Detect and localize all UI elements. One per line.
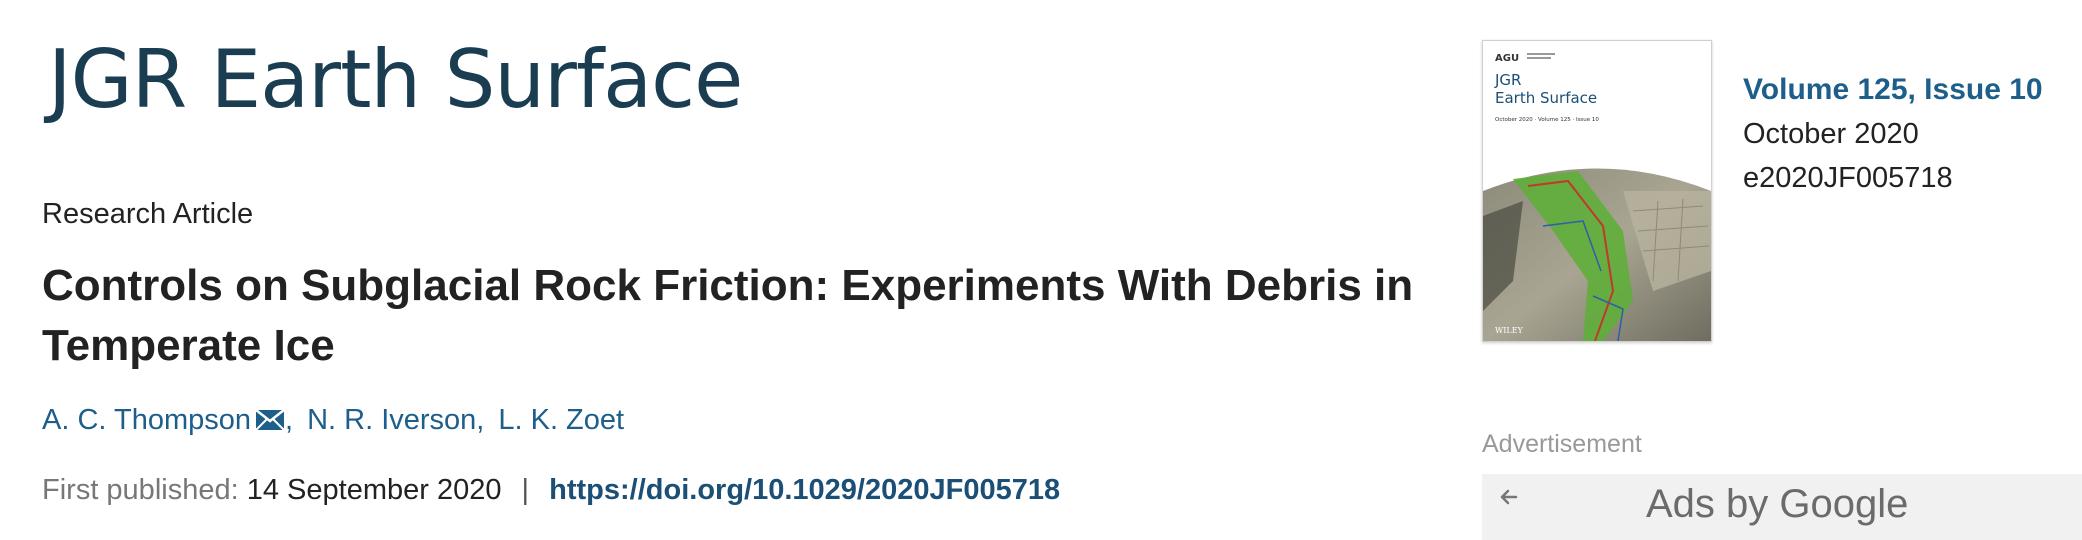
doi-link[interactable]: https://doi.org/10.1029/2020JF005718	[549, 474, 1061, 506]
issue-volume-link[interactable]: Volume 125, Issue 10	[1743, 73, 2043, 106]
journal-logo[interactable]: JGR Earth Surface	[48, 33, 743, 126]
issue-date: October 2020	[1743, 118, 1919, 150]
first-published-date: 14 September 2020	[246, 474, 502, 506]
advertisement-box[interactable]	[1482, 474, 2082, 540]
mail-icon[interactable]	[255, 409, 285, 431]
cover-journal-line1: JGR	[1495, 71, 1522, 89]
first-published-label: First published:	[42, 474, 239, 506]
journal-cover-image[interactable]	[1482, 40, 1712, 342]
article-type: Research Article	[42, 198, 254, 230]
author-list	[42, 404, 624, 437]
author-separator: ,	[285, 404, 294, 436]
article-title: Controls on Subglacial Rock Friction: Experiments With Debris in Temperate Ice	[42, 261, 1414, 370]
ads-by-google-text: Ads by Google	[1646, 482, 1909, 526]
cover-meta: October 2020 · Volume 125 · Issue 10	[1495, 117, 1599, 123]
issue-eid: e2020JF005718	[1743, 162, 1953, 194]
cover-publisher-mark: AGU	[1495, 53, 1520, 64]
issue-info	[1743, 68, 2043, 200]
author-link-thompson[interactable]: A. C. Thompson	[42, 404, 252, 436]
arrow-left-icon[interactable]	[1494, 482, 1524, 512]
cover-journal-line2: Earth Surface	[1495, 89, 1598, 107]
author-link-iverson[interactable]: N. R. Iverson	[307, 404, 477, 436]
advertisement-label: Advertisement	[1482, 430, 1642, 458]
author-link-zoet[interactable]: L. K. Zoet	[498, 404, 625, 436]
author-separator: ,	[476, 404, 485, 436]
cover-imprint: WILEY	[1495, 326, 1523, 335]
publication-line	[42, 474, 1060, 507]
pipe-separator: |	[521, 474, 530, 506]
